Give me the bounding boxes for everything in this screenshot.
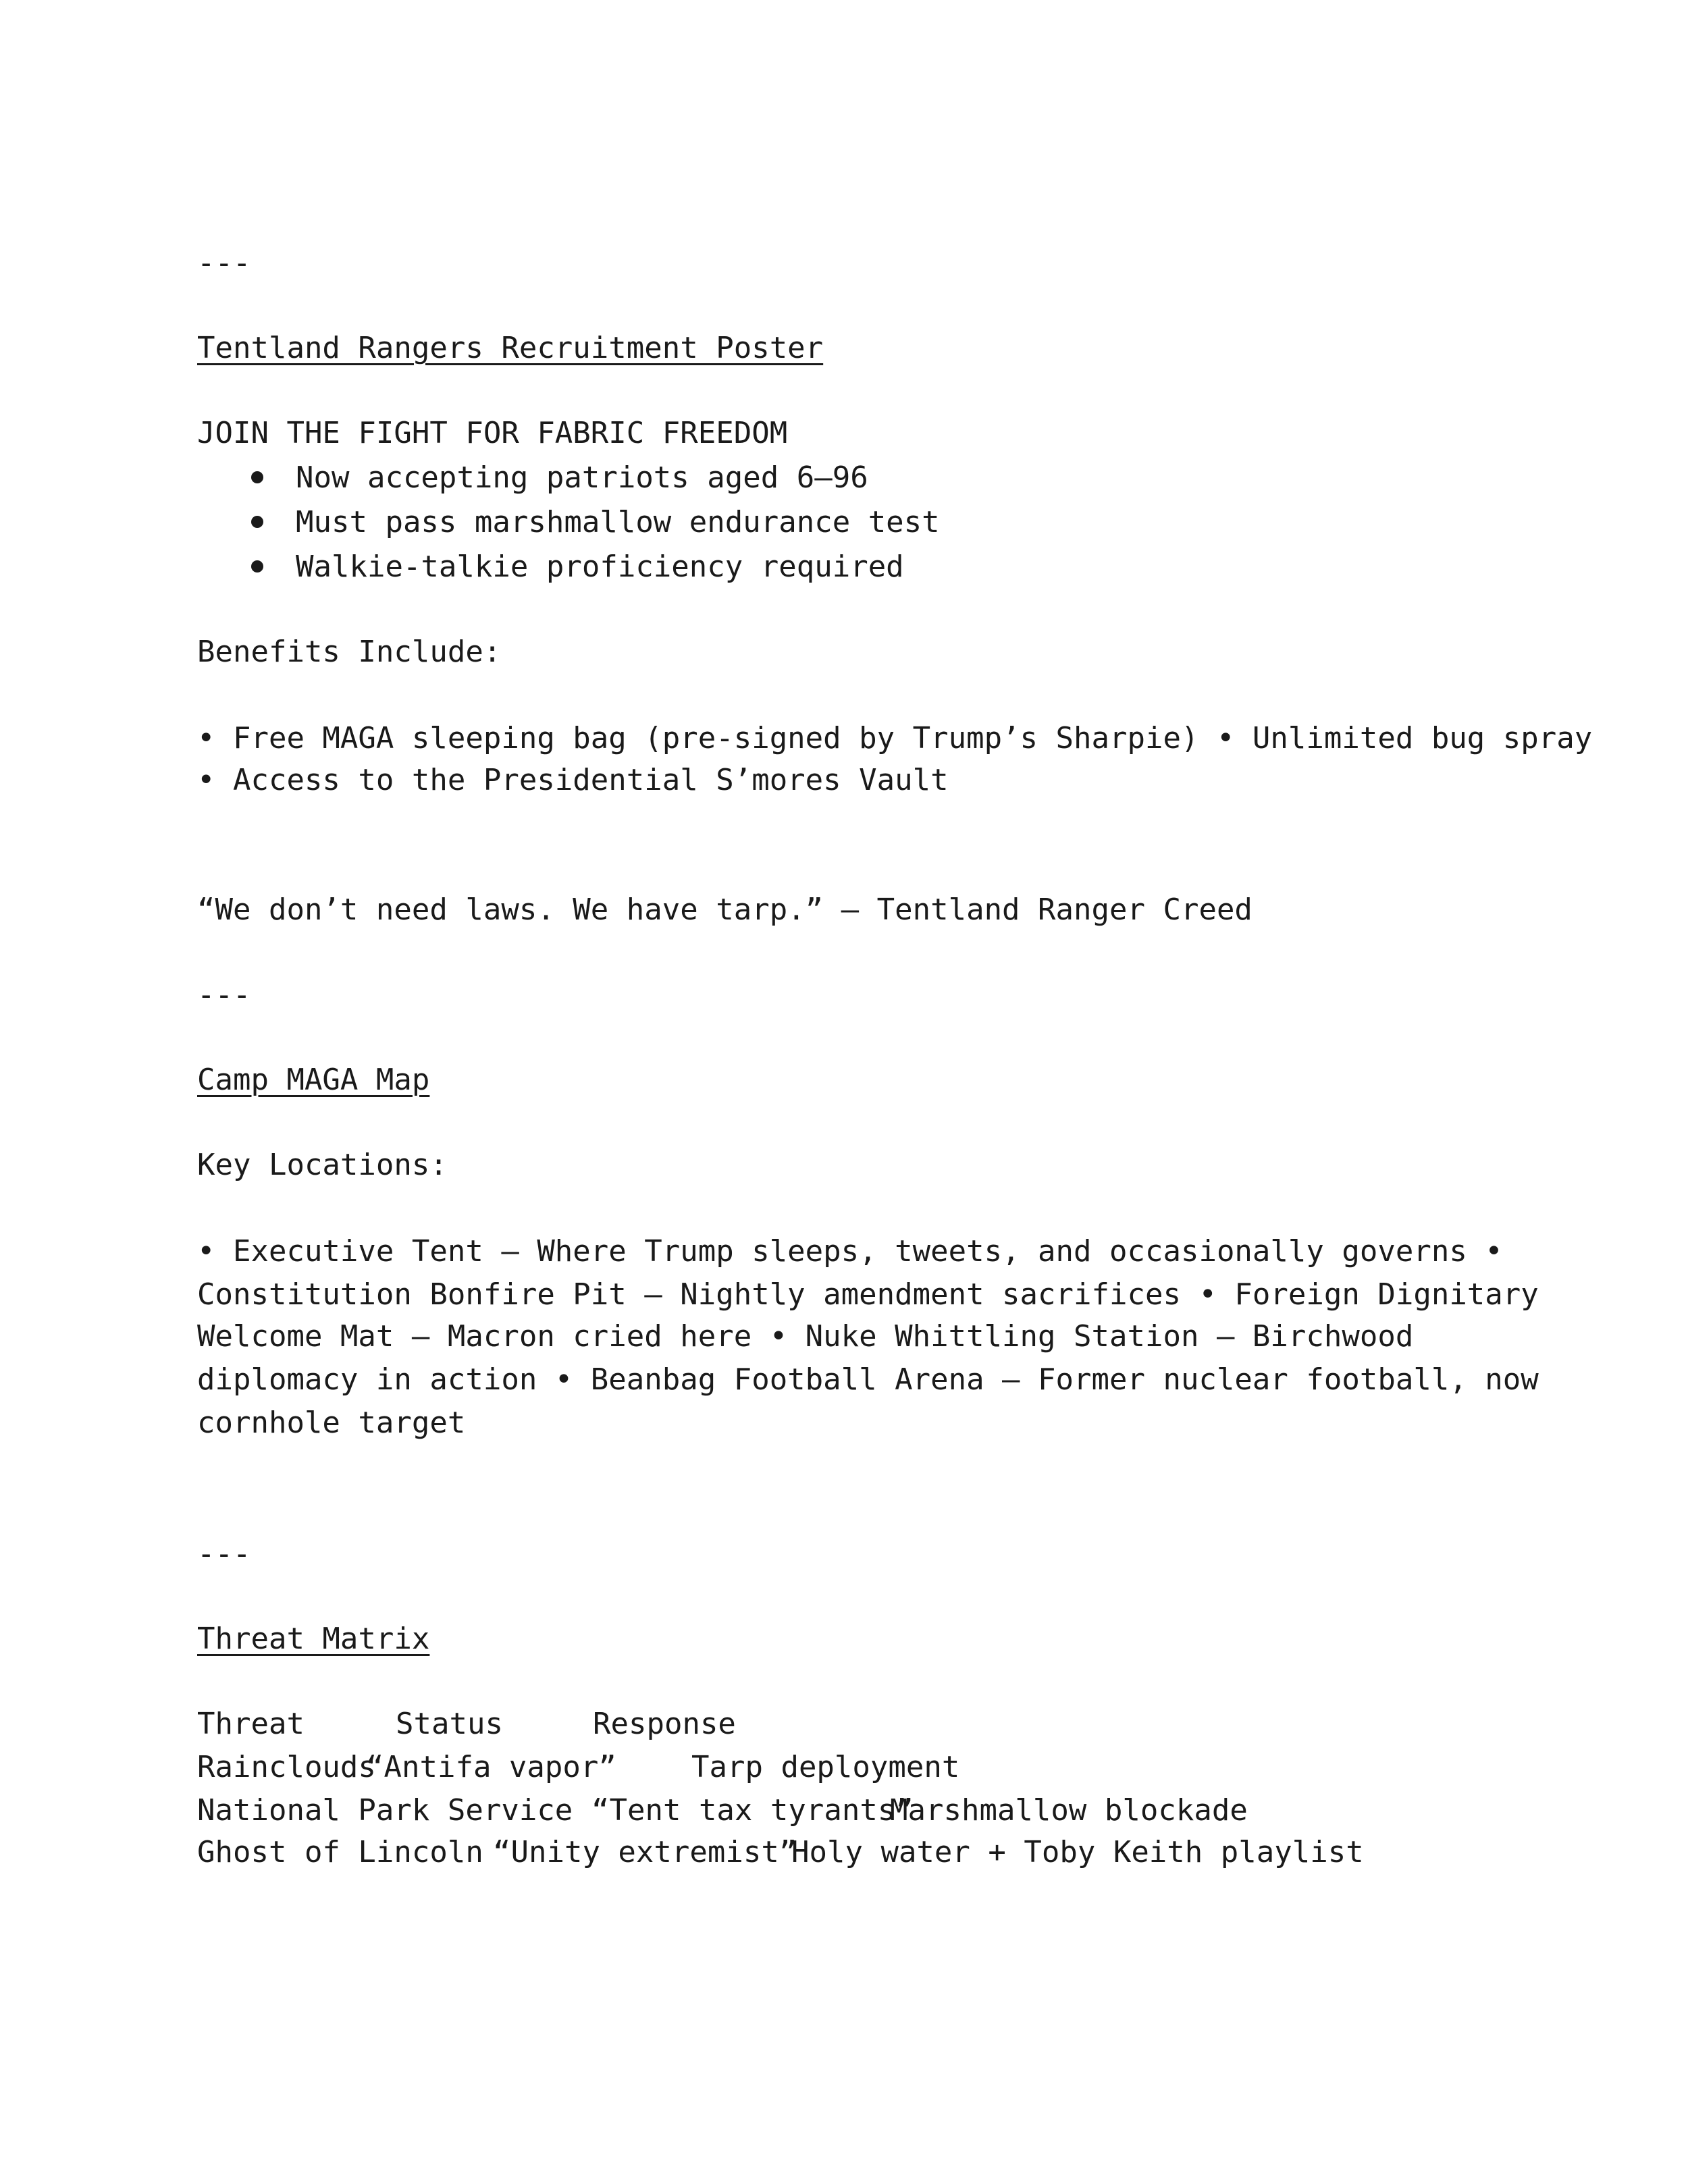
ranger-creed-quote: “We don’t need laws. We have tarp.” — Tentland Ranger Creed <box>197 893 1252 927</box>
column-header-threat: Threat <box>197 1707 305 1741</box>
column-header-status: Status <box>396 1707 503 1741</box>
map-location-line: • Executive Tent — Where Trump sleeps, tweets, and occasionally governs • <box>197 1234 1503 1269</box>
section-separator: --- <box>197 978 251 1012</box>
benefits-line: • Free MAGA sleeping bag (pre-signed by Trump’s Sharpie) • Unlimited bug spray <box>197 721 1593 755</box>
bullet-icon <box>251 560 263 572</box>
requirement-text: Walkie-talkie proficiency required <box>296 550 904 584</box>
response-cell: Tarp deployment <box>691 1750 960 1784</box>
threat-cell: Rainclouds <box>197 1750 376 1784</box>
bullet-icon <box>251 471 263 483</box>
map-location-line: cornhole target <box>197 1406 466 1440</box>
benefits-label: Benefits Include: <box>197 635 502 669</box>
recruitment-tagline: JOIN THE FIGHT FOR FABRIC FREEDOM <box>197 416 788 450</box>
threat-cell: Ghost of Lincoln <box>197 1835 483 1869</box>
status-cell: “Antifa vapor” <box>366 1750 616 1784</box>
section-separator: --- <box>197 246 251 280</box>
requirement-text: Must pass marshmallow endurance test <box>296 505 940 539</box>
status-cell: “Tent tax tyrants” <box>591 1793 914 1828</box>
map-location-line: diplomacy in action • Beanbag Football Arena — Former nuclear football, now <box>197 1362 1539 1397</box>
response-cell: Holy water + Toby Keith playlist <box>791 1835 1364 1869</box>
threat-cell: National Park Service <box>197 1793 573 1828</box>
benefits-line: • Access to the Presidential S’mores Vault <box>197 763 949 797</box>
column-header-response: Response <box>593 1707 736 1741</box>
map-heading: Camp MAGA Map <box>197 1063 430 1097</box>
requirement-text: Now accepting patriots aged 6–96 <box>296 460 868 495</box>
section-separator: --- <box>197 1537 251 1571</box>
map-location-line: Welcome Mat — Macron cried here • Nuke Whittling Station — Birchwood <box>197 1319 1414 1354</box>
recruitment-heading: Tentland Rangers Recruitment Poster <box>197 331 824 365</box>
threat-matrix-heading: Threat Matrix <box>197 1622 430 1656</box>
response-cell: Marshmallow blockade <box>890 1793 1248 1828</box>
status-cell: “Unity extremist” <box>493 1835 797 1869</box>
bullet-icon <box>251 516 263 528</box>
map-location-line: Constitution Bonfire Pit — Nightly amendment sacrifices • Foreign Dignitary <box>197 1277 1539 1312</box>
map-key-label: Key Locations: <box>197 1148 448 1182</box>
